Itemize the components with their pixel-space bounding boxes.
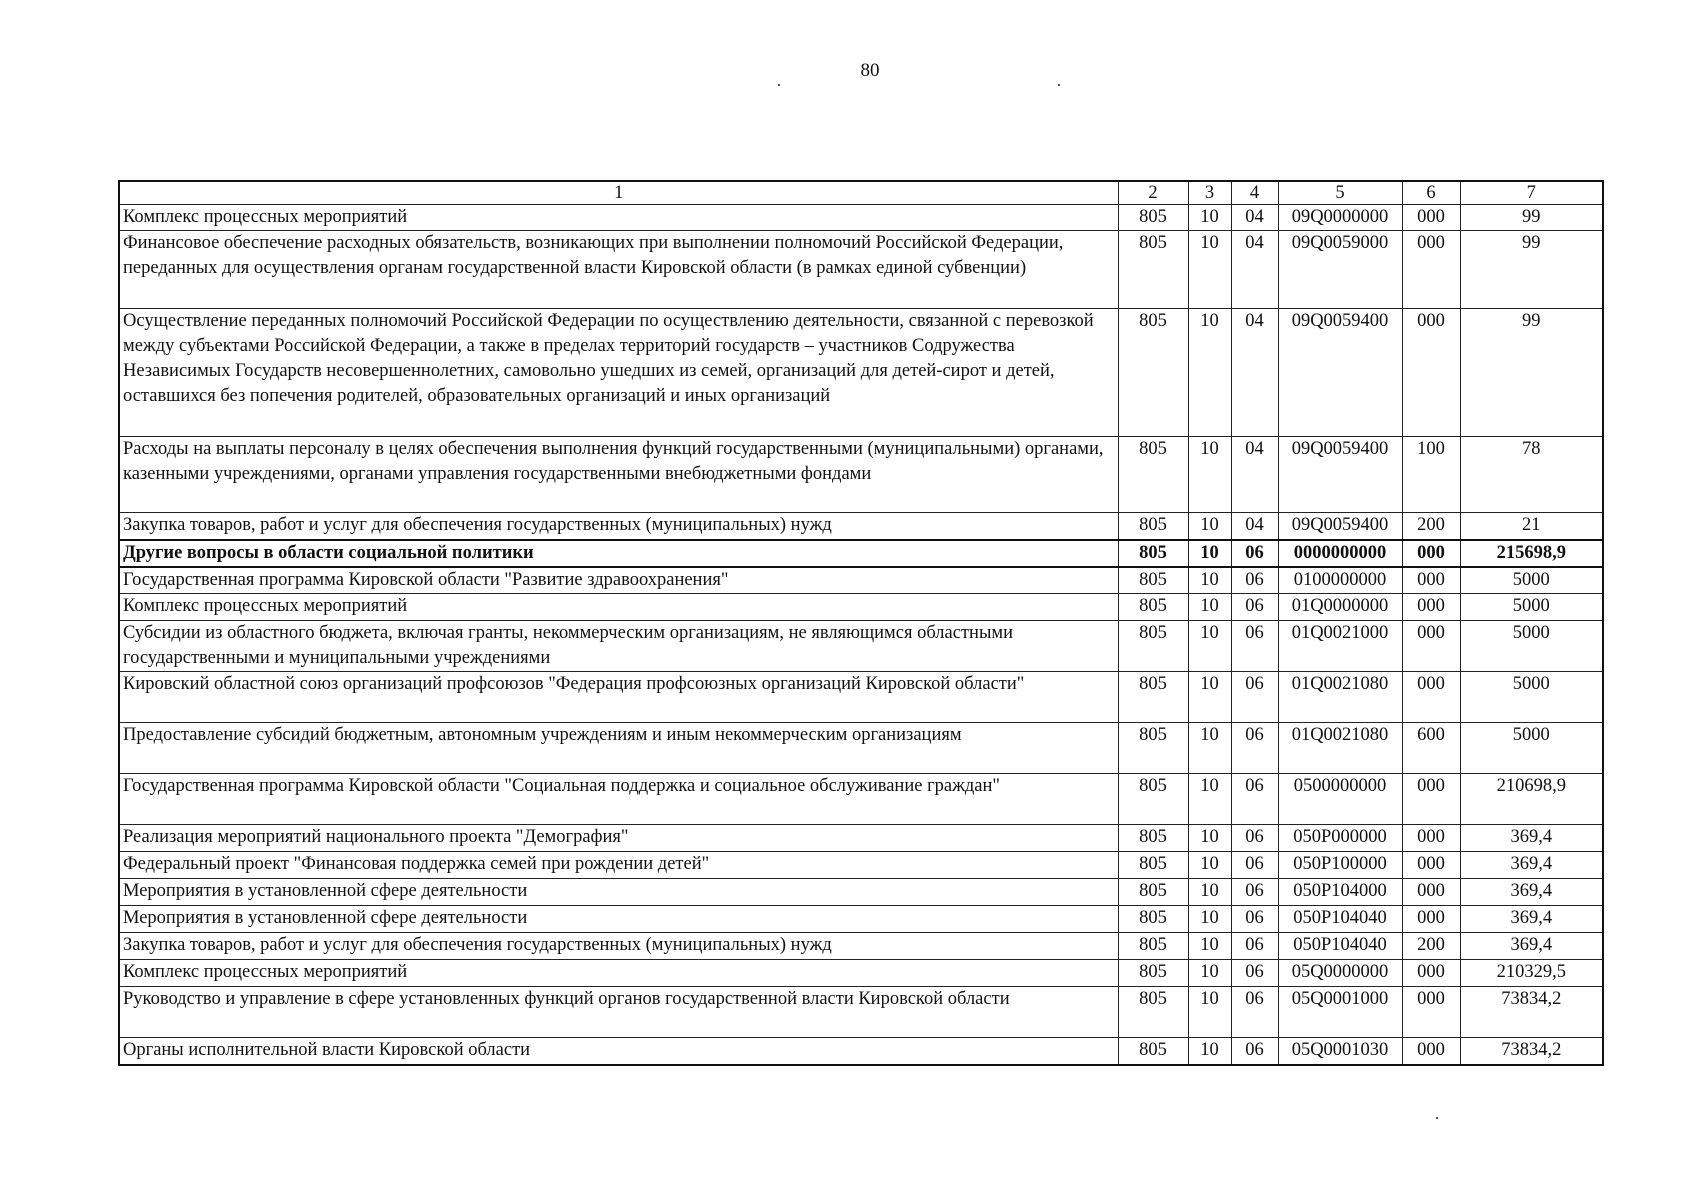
row-col2-cell: 805 <box>1118 774 1188 825</box>
row-col6-cell: 000 <box>1402 231 1460 309</box>
row-col6-cell: 000 <box>1402 906 1460 933</box>
column-header: 1 <box>119 181 1118 205</box>
row-name-cell: Кировский областной союз организаций профсоюзов "Федерация профсоюзных организаций Кировской области" <box>119 672 1118 723</box>
row-amount-cell: 5000 <box>1460 672 1603 723</box>
table-row <box>119 906 1603 933</box>
row-code-cell: 01Q0021080 <box>1278 672 1402 723</box>
row-code-cell: 01Q0021000 <box>1278 621 1402 672</box>
row-name-cell: Государственная программа Кировской области "Развитие здравоохранения" <box>119 567 1118 594</box>
row-col6-cell: 000 <box>1402 960 1460 987</box>
row-col4-cell: 06 <box>1231 933 1278 960</box>
row-name-cell: Субсидии из областного бюджета, включая гранты, некоммерческим организациям, не являющимся областными государственными и муниципальными учреждениями <box>119 621 1118 672</box>
row-col4-cell: 06 <box>1231 852 1278 879</box>
row-col4-cell: 06 <box>1231 774 1278 825</box>
row-code-cell: 01Q0000000 <box>1278 594 1402 621</box>
row-amount-cell: 21 <box>1460 513 1603 540</box>
row-col2-cell: 805 <box>1118 567 1188 594</box>
row-col3-cell: 10 <box>1188 672 1231 723</box>
row-code-cell: 050Р100000 <box>1278 852 1402 879</box>
row-col2-cell: 805 <box>1118 1038 1188 1065</box>
table-row <box>119 960 1603 987</box>
row-col3-cell: 10 <box>1188 513 1231 540</box>
scan-speck <box>778 84 780 86</box>
row-name-cell: Мероприятия в установленной сфере деятельности <box>119 879 1118 906</box>
row-name-cell: Комплекс процессных мероприятий <box>119 594 1118 621</box>
table-row <box>119 987 1603 1038</box>
column-header: 5 <box>1278 181 1402 205</box>
table-row <box>119 723 1603 774</box>
row-code-cell: 09Q0059400 <box>1278 309 1402 437</box>
row-col3-cell: 10 <box>1188 825 1231 852</box>
row-amount-cell: 73834,2 <box>1460 987 1603 1038</box>
row-col2-cell: 805 <box>1118 723 1188 774</box>
row-col6-cell: 000 <box>1402 540 1460 567</box>
row-col3-cell: 10 <box>1188 960 1231 987</box>
row-col4-cell: 06 <box>1231 621 1278 672</box>
row-amount-cell: 99 <box>1460 309 1603 437</box>
table-row <box>119 879 1603 906</box>
row-name-cell: Комплекс процессных мероприятий <box>119 205 1118 231</box>
row-col2-cell: 805 <box>1118 879 1188 906</box>
row-amount-cell: 5000 <box>1460 723 1603 774</box>
row-col2-cell: 805 <box>1118 825 1188 852</box>
row-name-cell: Руководство и управление в сфере установленных функций органов государственной власти Кировской области <box>119 987 1118 1038</box>
row-col3-cell: 10 <box>1188 594 1231 621</box>
row-code-cell: 09Q0059000 <box>1278 231 1402 309</box>
table-row <box>119 437 1603 513</box>
row-col3-cell: 10 <box>1188 1038 1231 1065</box>
table-body <box>119 205 1603 1065</box>
row-col6-cell: 000 <box>1402 879 1460 906</box>
row-col4-cell: 04 <box>1231 231 1278 309</box>
table-row <box>119 594 1603 621</box>
row-code-cell: 05Q0001000 <box>1278 987 1402 1038</box>
row-col6-cell: 000 <box>1402 825 1460 852</box>
row-code-cell: 050Р104000 <box>1278 879 1402 906</box>
row-amount-cell: 215698,9 <box>1460 540 1603 567</box>
column-header: 3 <box>1188 181 1231 205</box>
row-col4-cell: 06 <box>1231 672 1278 723</box>
row-col6-cell: 100 <box>1402 437 1460 513</box>
row-col3-cell: 10 <box>1188 879 1231 906</box>
row-code-cell: 050Р104040 <box>1278 906 1402 933</box>
row-col3-cell: 10 <box>1188 774 1231 825</box>
row-code-cell: 09Q0059400 <box>1278 437 1402 513</box>
row-name-cell: Другие вопросы в области социальной политики <box>119 540 1118 567</box>
row-col3-cell: 10 <box>1188 567 1231 594</box>
row-col4-cell: 06 <box>1231 906 1278 933</box>
row-col2-cell: 805 <box>1118 205 1188 231</box>
row-col4-cell: 06 <box>1231 960 1278 987</box>
row-col6-cell: 000 <box>1402 774 1460 825</box>
row-col4-cell: 06 <box>1231 825 1278 852</box>
row-col3-cell: 10 <box>1188 540 1231 567</box>
row-col6-cell: 600 <box>1402 723 1460 774</box>
scan-speck <box>1058 84 1060 86</box>
row-col2-cell: 805 <box>1118 933 1188 960</box>
row-name-cell: Государственная программа Кировской области "Социальная поддержка и социальное обслуживание граждан" <box>119 774 1118 825</box>
page-number: 80 <box>860 60 880 81</box>
row-code-cell: 05Q0000000 <box>1278 960 1402 987</box>
row-amount-cell: 5000 <box>1460 594 1603 621</box>
table-row <box>119 852 1603 879</box>
table-row <box>119 825 1603 852</box>
row-name-cell: Закупка товаров, работ и услуг для обеспечения государственных (муниципальных) нужд <box>119 513 1118 540</box>
row-col6-cell: 000 <box>1402 309 1460 437</box>
column-header: 7 <box>1460 181 1603 205</box>
row-col4-cell: 06 <box>1231 567 1278 594</box>
row-col6-cell: 000 <box>1402 205 1460 231</box>
table-row <box>119 933 1603 960</box>
table-row <box>119 672 1603 723</box>
row-col4-cell: 06 <box>1231 594 1278 621</box>
row-code-cell: 0500000000 <box>1278 774 1402 825</box>
row-col6-cell: 000 <box>1402 594 1460 621</box>
column-header: 4 <box>1231 181 1278 205</box>
row-col6-cell: 200 <box>1402 513 1460 540</box>
row-col6-cell: 000 <box>1402 852 1460 879</box>
table-row <box>119 621 1603 672</box>
row-amount-cell: 369,4 <box>1460 852 1603 879</box>
row-col2-cell: 805 <box>1118 987 1188 1038</box>
row-name-cell: Осуществление переданных полномочий Российской Федерации по осуществлению деятельности, связанной с перевозкой между субъектами Российской Федерации, а также в пределах территорий государств – участников Содружества Независимых Государств несовершеннолетних, самовольно ушедших из семей, организаций для детей-сирот и детей, оставшихся без попечения родителей, образовательных организаций и иных организаций <box>119 309 1118 437</box>
row-col6-cell: 000 <box>1402 987 1460 1038</box>
row-col4-cell: 06 <box>1231 1038 1278 1065</box>
row-col6-cell: 000 <box>1402 621 1460 672</box>
row-name-cell: Комплекс процессных мероприятий <box>119 960 1118 987</box>
row-col3-cell: 10 <box>1188 309 1231 437</box>
row-col3-cell: 10 <box>1188 437 1231 513</box>
row-code-cell: 09Q0000000 <box>1278 205 1402 231</box>
table-header-row <box>119 181 1603 205</box>
row-col2-cell: 805 <box>1118 621 1188 672</box>
row-col4-cell: 06 <box>1231 879 1278 906</box>
row-col3-cell: 10 <box>1188 231 1231 309</box>
row-col4-cell: 06 <box>1231 540 1278 567</box>
column-header: 6 <box>1402 181 1460 205</box>
row-col2-cell: 805 <box>1118 513 1188 540</box>
column-header: 2 <box>1118 181 1188 205</box>
row-col6-cell: 000 <box>1402 1038 1460 1065</box>
row-col3-cell: 10 <box>1188 205 1231 231</box>
row-amount-cell: 5000 <box>1460 621 1603 672</box>
row-col2-cell: 805 <box>1118 594 1188 621</box>
row-name-cell: Финансовое обеспечение расходных обязательств, возникающих при выполнении полномочий Российской Федерации, переданных для осуществления органам государственной власти Кировской области (в рамках единой субвенции) <box>119 231 1118 309</box>
row-col3-cell: 10 <box>1188 621 1231 672</box>
row-amount-cell: 99 <box>1460 231 1603 309</box>
row-code-cell: 0100000000 <box>1278 567 1402 594</box>
row-col4-cell: 04 <box>1231 513 1278 540</box>
row-amount-cell: 210698,9 <box>1460 774 1603 825</box>
row-col4-cell: 04 <box>1231 309 1278 437</box>
row-name-cell: Реализация мероприятий национального проекта "Демография" <box>119 825 1118 852</box>
row-code-cell: 01Q0021080 <box>1278 723 1402 774</box>
row-code-cell: 050Р104040 <box>1278 933 1402 960</box>
row-code-cell: 05Q0001030 <box>1278 1038 1402 1065</box>
table-row <box>119 774 1603 825</box>
row-code-cell: 09Q0059400 <box>1278 513 1402 540</box>
row-amount-cell: 5000 <box>1460 567 1603 594</box>
row-col2-cell: 805 <box>1118 960 1188 987</box>
row-name-cell: Предоставление субсидий бюджетным, автономным учреждениям и иным некоммерческим организациям <box>119 723 1118 774</box>
row-code-cell: 050Р000000 <box>1278 825 1402 852</box>
row-col3-cell: 10 <box>1188 852 1231 879</box>
row-col4-cell: 04 <box>1231 437 1278 513</box>
table-row <box>119 205 1603 231</box>
row-col2-cell: 805 <box>1118 852 1188 879</box>
table-row <box>119 1038 1603 1065</box>
scan-speck <box>1436 1117 1438 1119</box>
row-name-cell: Федеральный проект "Финансовая поддержка семей при рождении детей" <box>119 852 1118 879</box>
row-col2-cell: 805 <box>1118 437 1188 513</box>
table-row <box>119 309 1603 437</box>
row-name-cell: Расходы на выплаты персоналу в целях обеспечения выполнения функций государственными (муниципальными) органами, казенными учреждениями, органами управления государственными внебюджетными фондами <box>119 437 1118 513</box>
row-name-cell: Закупка товаров, работ и услуг для обеспечения государственных (муниципальных) нужд <box>119 933 1118 960</box>
table-row <box>119 567 1603 594</box>
row-col2-cell: 805 <box>1118 540 1188 567</box>
row-amount-cell: 369,4 <box>1460 906 1603 933</box>
row-col2-cell: 805 <box>1118 672 1188 723</box>
row-col6-cell: 000 <box>1402 672 1460 723</box>
row-name-cell: Органы исполнительной власти Кировской области <box>119 1038 1118 1065</box>
row-amount-cell: 210329,5 <box>1460 960 1603 987</box>
row-col3-cell: 10 <box>1188 723 1231 774</box>
row-col6-cell: 200 <box>1402 933 1460 960</box>
row-col3-cell: 10 <box>1188 987 1231 1038</box>
row-col2-cell: 805 <box>1118 906 1188 933</box>
row-col4-cell: 04 <box>1231 205 1278 231</box>
row-col2-cell: 805 <box>1118 309 1188 437</box>
row-col2-cell: 805 <box>1118 231 1188 309</box>
row-col6-cell: 000 <box>1402 567 1460 594</box>
budget-table <box>118 180 1604 1066</box>
row-amount-cell: 369,4 <box>1460 933 1603 960</box>
row-col4-cell: 06 <box>1231 723 1278 774</box>
row-amount-cell: 73834,2 <box>1460 1038 1603 1065</box>
row-amount-cell: 369,4 <box>1460 879 1603 906</box>
row-name-cell: Мероприятия в установленной сфере деятельности <box>119 906 1118 933</box>
row-amount-cell: 369,4 <box>1460 825 1603 852</box>
row-col3-cell: 10 <box>1188 906 1231 933</box>
table-row <box>119 231 1603 309</box>
table-row <box>119 513 1603 540</box>
row-amount-cell: 78 <box>1460 437 1603 513</box>
row-col4-cell: 06 <box>1231 987 1278 1038</box>
row-code-cell: 0000000000 <box>1278 540 1402 567</box>
table-row <box>119 540 1603 567</box>
row-amount-cell: 99 <box>1460 205 1603 231</box>
row-col3-cell: 10 <box>1188 933 1231 960</box>
